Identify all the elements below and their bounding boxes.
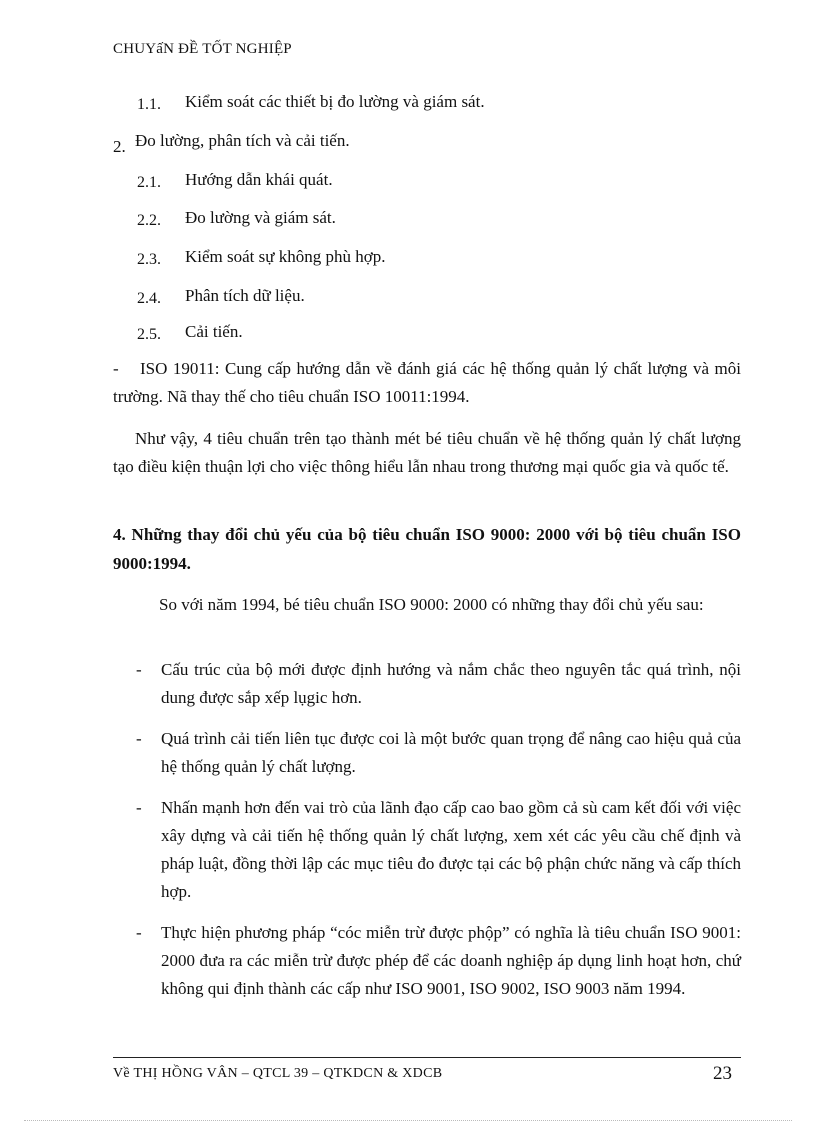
dash-marker: - — [136, 729, 142, 748]
page-header: CHUYấN ĐỀ TỐT NGHIỆP — [113, 41, 292, 57]
footer-divider — [113, 1057, 741, 1058]
bullet-item — [136, 919, 741, 1003]
list-text: Đo lường và giám sát. — [185, 208, 336, 227]
bullet-text: Quá trình cải tiến liên tục được coi là một bước quan trọng để nâng cao hiệu quả của hệ thống quản lý chất lượng. — [161, 729, 741, 776]
bullet-item — [136, 794, 741, 906]
list-text: Kiểm soát các thiết bị đo lường và giám sát. — [185, 92, 485, 111]
bullet-text: Thực hiện phương pháp “cóc miễn trừ được phộp” có nghĩa là tiêu chuẩn ISO 9001: 2000 đưa ra các miễn trừ được phép để các doanh nghiệp áp dụng linh hoạt hơn, chứ không qui định thành các cấp như ISO 9001, ISO 9002, ISO 9003 năm 1994. — [161, 923, 741, 998]
footer-author: Về THỊ HỒNG VÂN – QTCL 39 – QTKDCN & XDCB — [113, 1066, 443, 1081]
list-text: Kiểm soát sự không phù hợp. — [185, 247, 386, 266]
intro-paragraph: So với năm 1994, bé tiêu chuẩn ISO 9000: 2000 có những thay đổi chủ yếu sau: — [159, 595, 704, 614]
list-text: Đo lường, phân tích và cải tiến. — [135, 131, 350, 150]
list-number: 2.2. — [137, 212, 161, 229]
list-text: Phân tích dữ liệu. — [185, 286, 305, 305]
bullet-text: Cấu trúc của bộ mới được định hướng và nắm chắc theo nguyên tắc quá trình, nội dung được sắp xếp lụgic hơn. — [161, 660, 741, 707]
dash-marker: - — [136, 798, 142, 817]
paragraph-text: ISO 19011: Cung cấp hướng dẫn về đánh giá các hệ thống quản lý chất lượng và môi trường. Nã thay thế cho tiêu chuẩn ISO 10011:1994. — [113, 359, 741, 406]
dash-marker: - — [113, 359, 119, 378]
list-number: 2. — [113, 137, 126, 156]
bullet-text: Nhấn mạnh hơn đến vai trò của lãnh đạo cấp cao bao gồm cả sù cam kết đối với việc xây dựng và cải tiến hệ thống quản lý chất lượng, xem xét các yêu cầu chế định và pháp luật, đồng thời lập các mục tiêu đo được tại các bộ phận chức năng và cấp thích hợp. — [161, 798, 741, 901]
iso19011-paragraph — [113, 355, 741, 411]
list-number: 1.1. — [137, 96, 161, 113]
page-number: 23 — [713, 1063, 732, 1084]
list-text: Hướng dẫn khái quát. — [185, 170, 333, 189]
dash-marker: - — [136, 923, 142, 942]
bullet-item — [136, 725, 741, 781]
summary-paragraph: Như vậy, 4 tiêu chuẩn trên tạo thành mét bé tiêu chuẩn về hệ thống quản lý chất lượng tạo điều kiện thuận lợi cho việc thông hiểu lẫn nhau trong thương mại quốc gia và quốc tế. — [113, 429, 741, 476]
list-number: 2.1. — [137, 174, 161, 191]
section-heading: 4. Những thay đổi chủ yếu của bộ tiêu chuẩn ISO 9000: 2000 với bộ tiêu chuẩn ISO 9000:1994. — [113, 525, 741, 573]
list-number: 2.4. — [137, 290, 161, 307]
bullet-item — [136, 656, 741, 712]
list-number: 2.5. — [137, 326, 161, 343]
dash-marker: - — [136, 660, 142, 679]
list-number: 2.3. — [137, 251, 161, 268]
list-text: Cải tiến. — [185, 322, 243, 341]
page-edge-divider — [24, 1120, 792, 1121]
